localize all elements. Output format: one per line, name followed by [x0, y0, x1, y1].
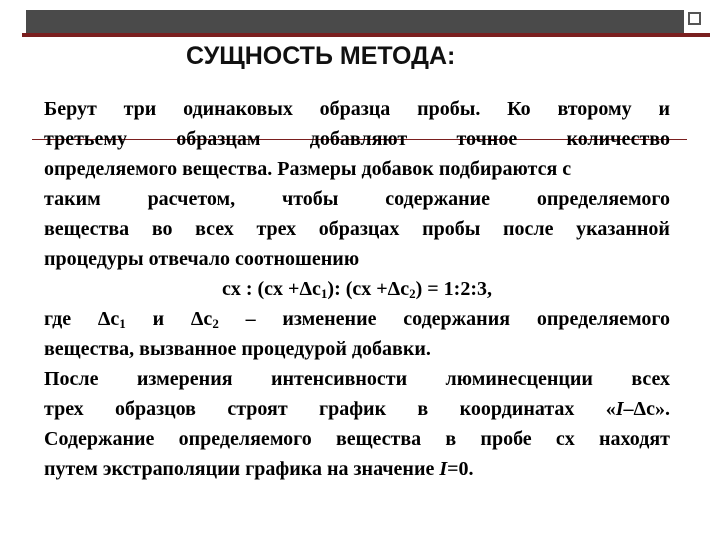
word: одинаковых: [183, 98, 293, 120]
word: трех: [256, 218, 297, 240]
delta-symbol: Δ: [387, 278, 401, 300]
word: указанной: [576, 218, 670, 240]
word: трех: [44, 398, 84, 420]
header-accent-line: [22, 33, 710, 37]
text-line-9: [44, 364, 670, 394]
word: строят: [227, 398, 288, 420]
word: после: [502, 218, 554, 240]
word: график: [319, 398, 387, 420]
word: Ко: [507, 98, 531, 120]
word: вещества: [335, 428, 422, 450]
word: всех: [631, 368, 670, 390]
word: определяемого: [536, 188, 670, 210]
coords-expression: [606, 394, 670, 424]
word: добавляют: [309, 128, 408, 150]
formula-part: c: [646, 398, 655, 420]
word: Берут: [44, 98, 97, 120]
slide-title: СУЩНОСТЬ МЕТОДА:: [186, 42, 456, 70]
word: Содержание: [44, 428, 155, 450]
formula-part: =0.: [447, 458, 474, 480]
text-line-10: [44, 394, 670, 424]
word: таким: [44, 188, 101, 210]
word: образцах: [318, 218, 400, 240]
formula-part: c: [312, 278, 321, 300]
text-line-1: [44, 94, 670, 124]
subscript: 2: [212, 316, 219, 331]
word: определяемого: [178, 428, 312, 450]
dash: –: [623, 398, 634, 420]
text-line-11: [44, 424, 670, 454]
subscript: 1: [320, 286, 328, 301]
ratio-formula: [44, 274, 670, 304]
word: пробы: [422, 218, 481, 240]
text-line-2: [44, 124, 670, 154]
word: содержания: [403, 308, 511, 330]
word: где: [44, 308, 72, 330]
word: и: [152, 308, 165, 330]
word: и: [658, 98, 670, 120]
word: чтобы: [281, 188, 339, 210]
intensity-symbol: I: [615, 398, 624, 420]
word: образца: [319, 98, 391, 120]
word: содержание: [385, 188, 491, 210]
word: вещества: [44, 218, 130, 240]
word: интенсивности: [270, 368, 408, 390]
corner-square-decoration: [688, 12, 701, 25]
delta-c1: [98, 304, 126, 334]
delta-term: Δc: [190, 308, 213, 330]
text: путем экстраполяции графика на значение: [44, 458, 435, 480]
word: в: [445, 428, 457, 450]
formula-part: ) = 1:2:3,: [415, 278, 492, 300]
word: второму: [557, 98, 632, 120]
word: пробе: [480, 428, 532, 450]
text-line-where: [44, 304, 670, 334]
word: После: [44, 368, 99, 390]
word: образцам: [176, 128, 261, 150]
text-line-6: процедуры отвечало соотношению: [44, 248, 360, 270]
word: три: [123, 98, 157, 120]
word: измерения: [136, 368, 233, 390]
formula-part: cx : (cx +: [221, 278, 300, 300]
delta-c2: [191, 304, 219, 334]
formula-part: ): (cx +: [327, 278, 388, 300]
word: в: [417, 398, 429, 420]
word: точное: [456, 128, 518, 150]
word: находят: [599, 428, 670, 450]
text-line-4: [44, 184, 670, 214]
word: количество: [566, 128, 670, 150]
word: изменение: [282, 308, 377, 330]
subscript: 2: [409, 286, 416, 301]
word: третьему: [44, 128, 127, 150]
word: –: [245, 308, 256, 330]
delta-term: Δc: [97, 308, 120, 330]
quote: ».: [654, 398, 670, 420]
word: пробы.: [417, 98, 481, 120]
word: координатах: [459, 398, 575, 420]
word: люминесценции: [445, 368, 593, 390]
slide-body: [44, 94, 670, 484]
word: образцов: [115, 398, 196, 420]
text-line-8: вещества, вызванное процедурой добавки.: [44, 338, 431, 360]
subscript: 1: [119, 316, 126, 331]
intensity-symbol: I: [439, 458, 448, 480]
text-line-5: [44, 214, 670, 244]
word: cx: [555, 428, 575, 450]
word: во: [151, 218, 173, 240]
formula-part: c: [400, 278, 410, 300]
word: всех: [195, 218, 234, 240]
delta-symbol: Δ: [299, 278, 313, 300]
text-line-3: определяемого вещества. Размеры добавок подбираются с: [44, 158, 572, 180]
quote: «: [605, 398, 616, 420]
word: расчетом,: [147, 188, 236, 210]
word: определяемого: [536, 308, 670, 330]
text-line-12: [44, 454, 670, 484]
delta-symbol: Δ: [633, 398, 647, 420]
